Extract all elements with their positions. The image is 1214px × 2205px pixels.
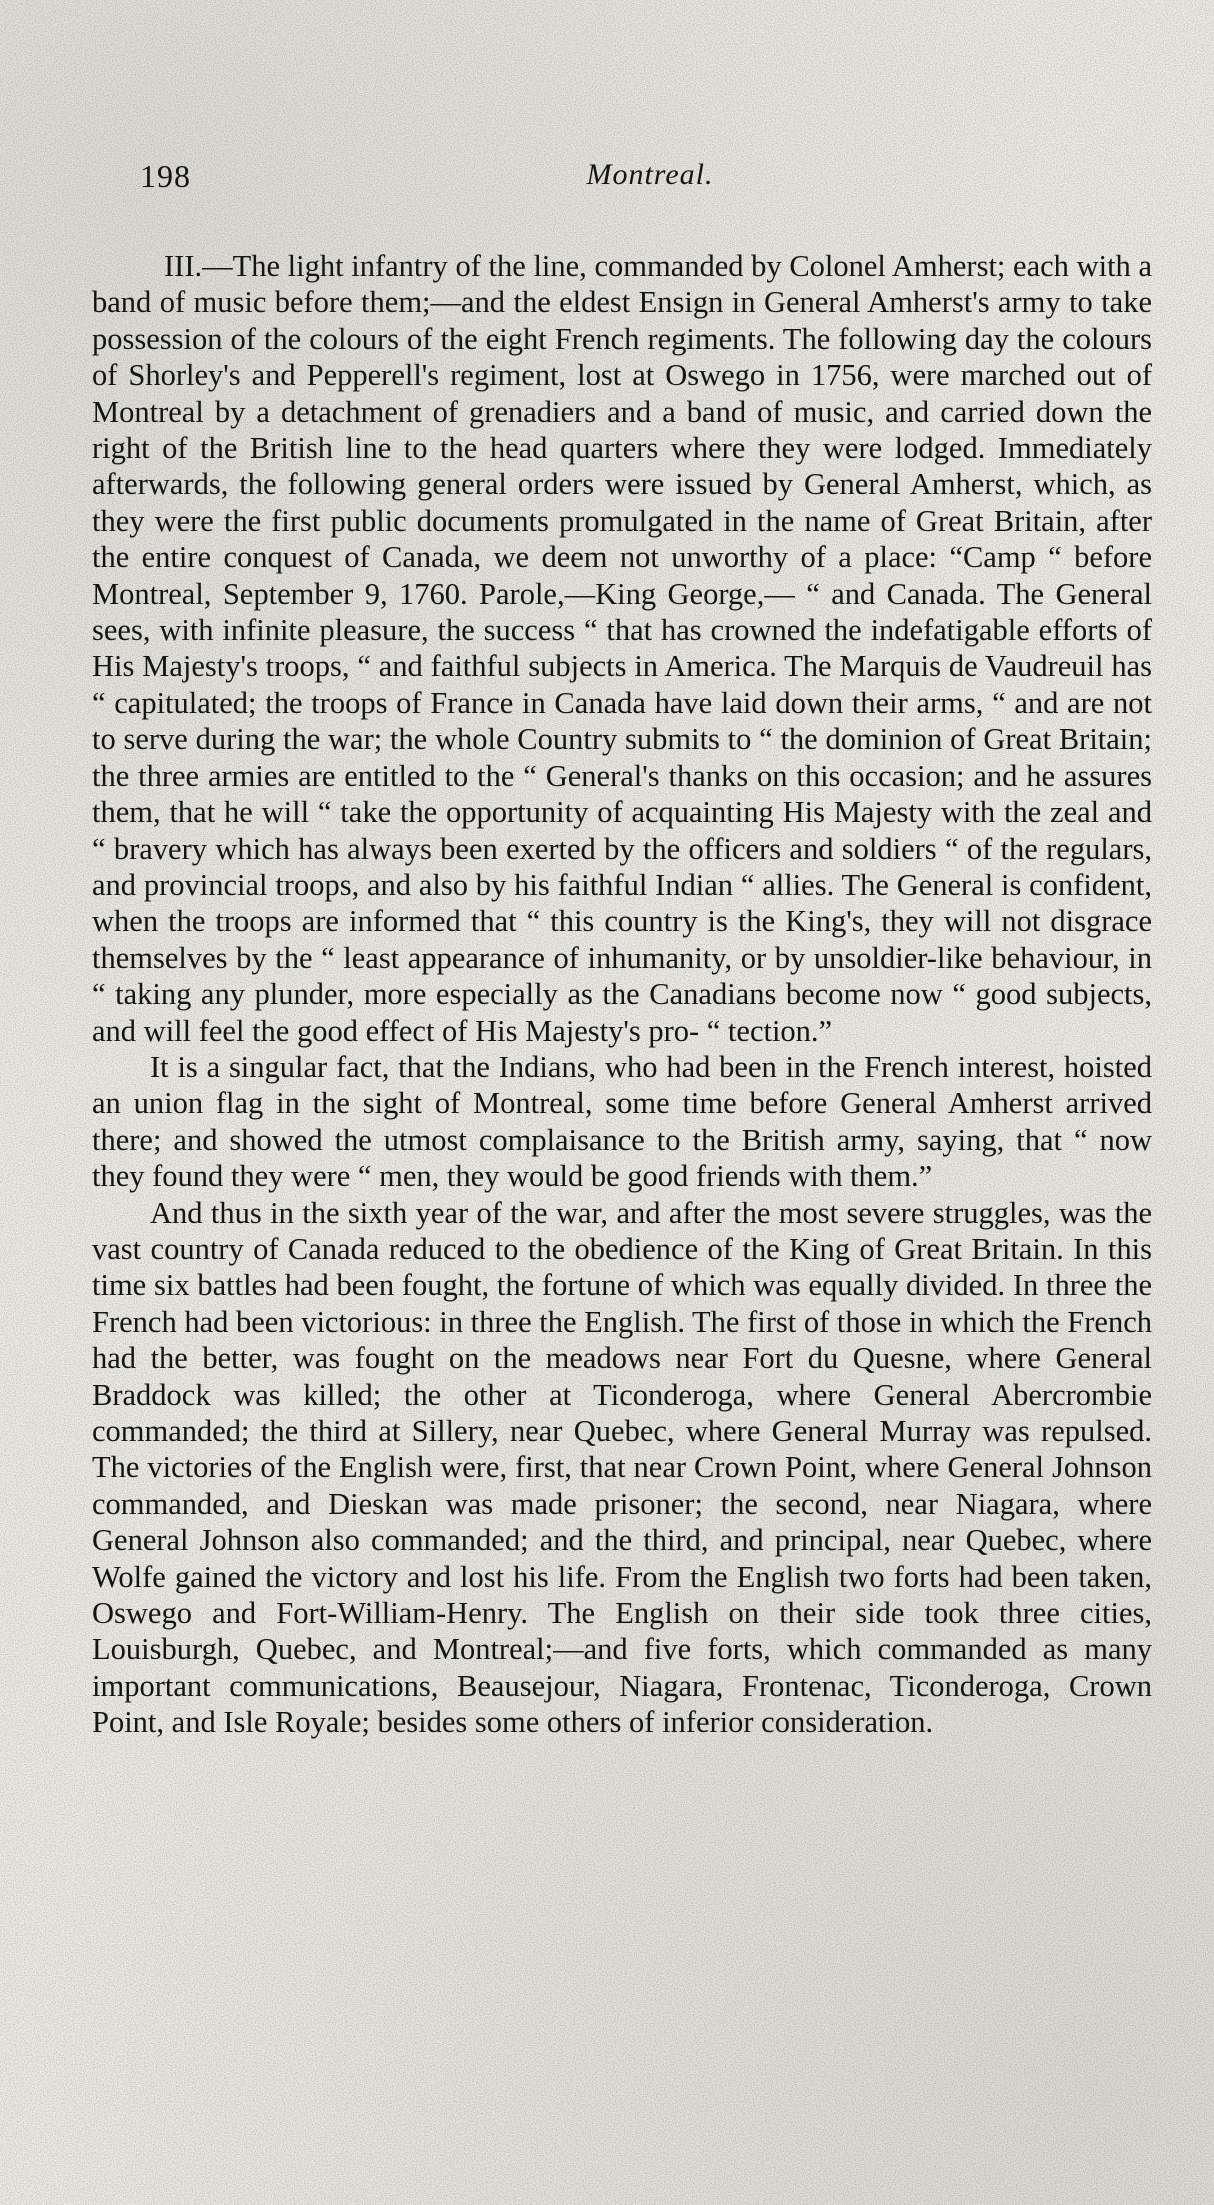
body-text [92,248,1152,1741]
page-number: 198 [140,158,191,194]
paragraph-indian-flag: It is a singular fact, that the Indians, who had been in the French interest, hoisted an union flag in the sight of Montreal, some time before General Amherst arrived there; and showed the utmost complaisance to the British army, saying, that “ now they found they were “ men, they would be good friends with them.” [92,1049,1152,1194]
paragraph-war-summary: And thus in the sixth year of the war, and after the most severe struggles, was the vast country of Canada reduced to the obedience of the King of Great Britain. In this time six battles had been fought, the fortune of which was equally divided. In three the French had been victorious: in three the English. The first of those in which the French had the better, was fought on the meadows near Fort du Quesne, where General Braddock was killed; the other at Ticonderoga, where General Abercrombie commanded; the third at Sillery, near Quebec, where General Murray was repulsed. The victories of the English were, first, that near Crown Point, where General Johnson commanded, and Dieskan was made prisoner; the second, near Niagara, where General Johnson also commanded; and the third, and principal, near Quebec, where Wolfe gained the victory and lost his life. From the English two forts had been taken, Oswego and Fort-William-Henry. The English on their side took three cities, Louisburgh, Quebec, and Montreal;—and five forts, which commanded as many important communications, Beausejour, Niagara, Frontenac, Ticonderoga, Crown Point, and Isle Royale; besides some others of inferior consideration. [92,1195,1152,1740]
paragraph-surrender-orders: III.—The light infantry of the line, commanded by Colonel Amherst; each with a band of music before them;—and the eldest Ensign in General Amherst's army to take possession of the colours of the eight French regiments. The following day the colours of Shorley's and Pepperell's regiment, lost at Oswego in 1756, were marched out of Montreal by a detachment of grenadiers and a band of music, and carried down the right of the British line to the head quarters where they were lodged. Immediately afterwards, the following general orders were issued by General Amherst, which, as they were the first public documents promulgated in the name of Great Britain, after the entire conquest of Canada, we deem not unworthy of a place: “Camp “ before Montreal, September 9, 1760. Parole,—King George,— “ and Canada. The General sees, with infinite pleasure, the success “ that has crowned the indefatigable efforts of His Majesty's troops, “ and faithful subjects in America. The Marquis de Vaudreuil has “ capitulated; the troops of France in Canada have laid down their arms, “ and are not to serve during the war; the whole Country submits to “ the dominion of Great Britain; the three armies are entitled to the “ General's thanks on this occasion; and he assures them, that he will “ take the opportunity of acquainting His Majesty with the zeal and “ bravery which has always been exerted by the officers and soldiers “ of the regulars, and provincial troops, and also by his faithful Indian “ allies. The General is confident, when the troops are informed that “ this country is the King's, they will not disgrace themselves by the “ least appearance of inhumanity, or by unsoldier-like behaviour, in “ taking any plunder, more especially as the Canadians become now “ good subjects, and will feel the good effect of His Majesty's pro- “ tection.” [92,249,1152,1048]
running-title: Montreal. [586,158,714,191]
page-header [140,158,1160,208]
